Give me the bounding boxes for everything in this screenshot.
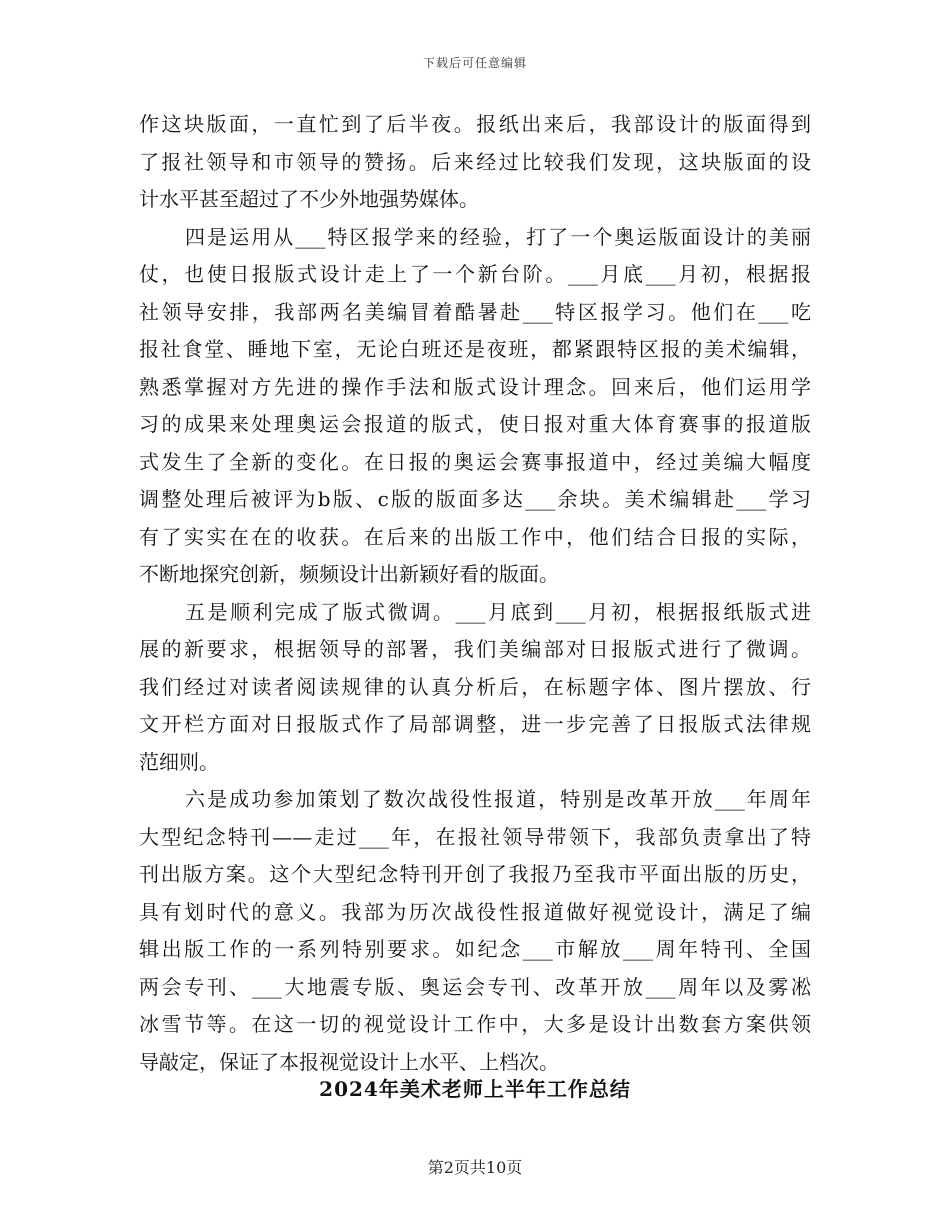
paragraph-line: 了报社领导和市领导的赞扬。后来经过比较我们发现，这块版面的设: [139, 149, 811, 174]
paragraph-line: 不断地探究创新，频频设计出新颖好看的版面。: [139, 562, 559, 586]
paragraph-line: 调整处理后被评为b版、c版的版面多达___余块。美术编辑赴___学习: [139, 487, 811, 511]
paragraph-line: 作这块版面，一直忙到了后半夜。报纸出来后，我部设计的版面得到: [139, 112, 811, 136]
page-number: 第2页共10页: [427, 1158, 523, 1177]
paragraph: [139, 781, 811, 1081]
paragraph-line: 文开栏方面对日报版式作了局部调整，进一步完善了日报版式法律规: [139, 712, 811, 736]
paragraph-line: 式发生了全新的变化。在日报的奥运会赛事报道中，经过美编大幅度: [139, 449, 811, 474]
paragraph-line: 具有划时代的意义。我部为历次战役性报道做好视觉设计，满足了编: [139, 899, 811, 924]
paragraph-line: 大型纪念特刊——走过___年，在报社领导带领下，我部负责拿出了特: [139, 824, 811, 849]
paragraph: [139, 594, 811, 782]
paragraph-line: 社领导安排，我部两名美编冒着酷暑赴___特区报学习。他们在___吃: [139, 299, 811, 324]
page-header: 下载后可任意编辑: [422, 56, 527, 70]
paragraph: [139, 219, 811, 594]
paragraph-line: 有了实实在在的收获。在后来的出版工作中，他们结合日报的实际，: [139, 524, 811, 549]
paragraph-line: 计水平甚至超过了不少外地强势媒体。: [139, 187, 479, 211]
paragraph-line: 导敲定，保证了本报视觉设计上水平、上档次。: [139, 1049, 559, 1074]
paragraph-line: 六是成功参加策划了数次战役性报道，特别是改革开放___年周年: [185, 787, 811, 811]
paragraph-line: 仗，也使日报版式设计走上了一个新台阶。___月底___月初，根据报: [139, 262, 811, 286]
paragraph-line: 四是运用从___特区报学来的经验，打了一个奥运版面设计的美丽: [185, 224, 811, 249]
paragraph-line: 我们经过对读者阅读规律的认真分析后，在标题字体、图片摆放、行: [139, 674, 811, 699]
paragraph-line: 熟悉掌握对方先进的操作手法和版式设计理念。回来后，他们运用学: [139, 374, 811, 399]
paragraph-line: 范细则。: [139, 749, 219, 774]
paragraph-line: 五是顺利完成了版式微调。___月底到___月初，根据报纸版式进: [185, 599, 811, 624]
paragraph: [139, 106, 811, 219]
section-title: 2024年美术老师上半年工作总结: [319, 1077, 631, 1101]
paragraph-line: 习的成果来处理奥运会报道的版式，使日报对重大体育赛事的报道版: [139, 412, 811, 436]
paragraph-line: 展的新要求，根据领导的部署，我们美编部对日报版式进行了微调。: [139, 637, 811, 661]
paragraph-line: 冰雪节等。在这一切的视觉设计工作中，大多是设计出数套方案供领: [139, 1012, 811, 1036]
paragraph-line: 报社食堂、睡地下室，无论白班还是夜班，都紧跟特区报的美术编辑，: [139, 337, 811, 361]
paragraph-line: 辑出版工作的一系列特别要求。如纪念___市解放___周年特刊、全国: [139, 937, 811, 961]
paragraph-line: 刊出版方案。这个大型纪念特刊开创了我报乃至我市平面出版的历史，: [139, 862, 811, 886]
paragraph-line: 两会专刊、___大地震专版、奥运会专刊、改革开放___周年以及雾凇: [139, 974, 811, 999]
document-body: [139, 106, 811, 1081]
